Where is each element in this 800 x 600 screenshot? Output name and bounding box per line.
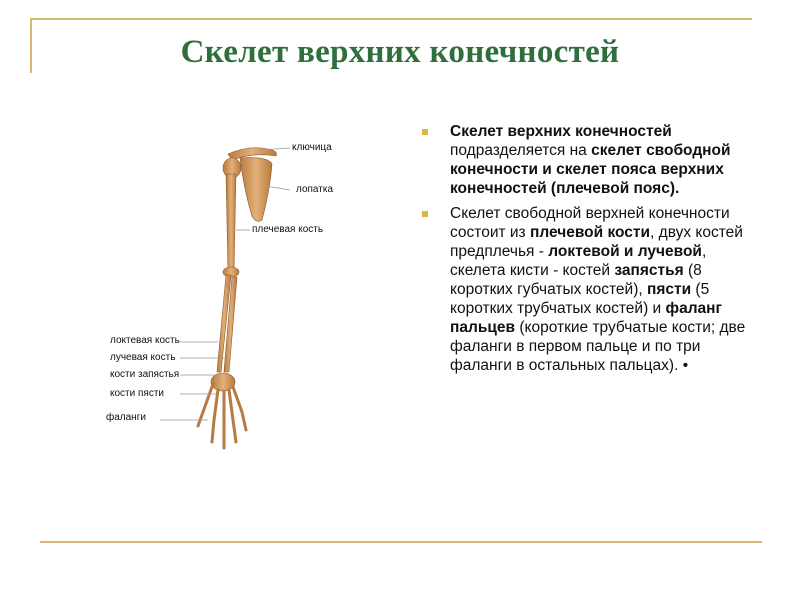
- carpal-bones: [211, 373, 235, 391]
- bullet-2-part-7: (8 коротких губчатых костей),: [450, 262, 702, 298]
- bullet-2-part-5: , скелета кисти - костей: [450, 243, 707, 279]
- bullet-square-icon: [422, 129, 428, 135]
- arm-skeleton-illustration: [100, 120, 370, 460]
- bullet-2-part-4: локтевой и лучевой: [548, 243, 702, 260]
- label-lopatka: лопатка: [296, 184, 334, 195]
- slide-title: Скелет верхних конечностей: [180, 34, 620, 70]
- bullet-1-part-3: скелет свободной конечности и скелет пояса верхних конечностей (плечевой пояс).: [450, 142, 731, 197]
- bullet-2-part-8: пясти: [646, 281, 692, 298]
- frame-left-line: [30, 18, 32, 73]
- label-falangi: фаланги: [106, 412, 146, 423]
- label-zapyastya: кости запястья: [110, 369, 180, 380]
- bullet-item-1: [420, 122, 765, 198]
- label-pyasti: кости пясти: [110, 388, 164, 399]
- bullet-2-part-2: плечевой кости: [529, 224, 651, 241]
- bullet-2-part-1: Скелет свободной верхней конечности состоит из: [450, 205, 730, 241]
- humerus-bone: [226, 174, 236, 270]
- bullet-2-part-11: (короткие трубчатые кости; две фаланги в первом пальце и по три фаланги в остальных пальцах). •: [450, 319, 746, 374]
- bullet-2-part-6: запястья: [614, 262, 684, 279]
- scapula-bone: [240, 158, 272, 222]
- arm-skeleton-figure: [100, 120, 370, 460]
- bullet-1-part-1: Скелет верхних конечностей: [450, 123, 672, 140]
- bullet-list: [420, 122, 765, 381]
- frame-bottom-line: [40, 541, 762, 543]
- bullet-square-icon: [422, 211, 428, 217]
- bullet-item-2: [420, 204, 765, 375]
- label-loktevaya: локтевая кость: [110, 335, 180, 346]
- bullet-2-part-9: (5 коротких трубчатых костей) и: [450, 281, 710, 317]
- bullet-1-part-2: подразделяется на: [450, 142, 592, 159]
- label-klyuchitsa: ключица: [292, 142, 332, 153]
- label-luchevaya: лучевая кость: [110, 352, 176, 363]
- bullet-2-part-3: , двух костей предплечья -: [450, 224, 743, 260]
- bullet-2-part-10: фаланг пальцев: [450, 300, 722, 336]
- label-plechevaya: плечевая кость: [252, 224, 324, 235]
- frame-top-line: [30, 18, 752, 20]
